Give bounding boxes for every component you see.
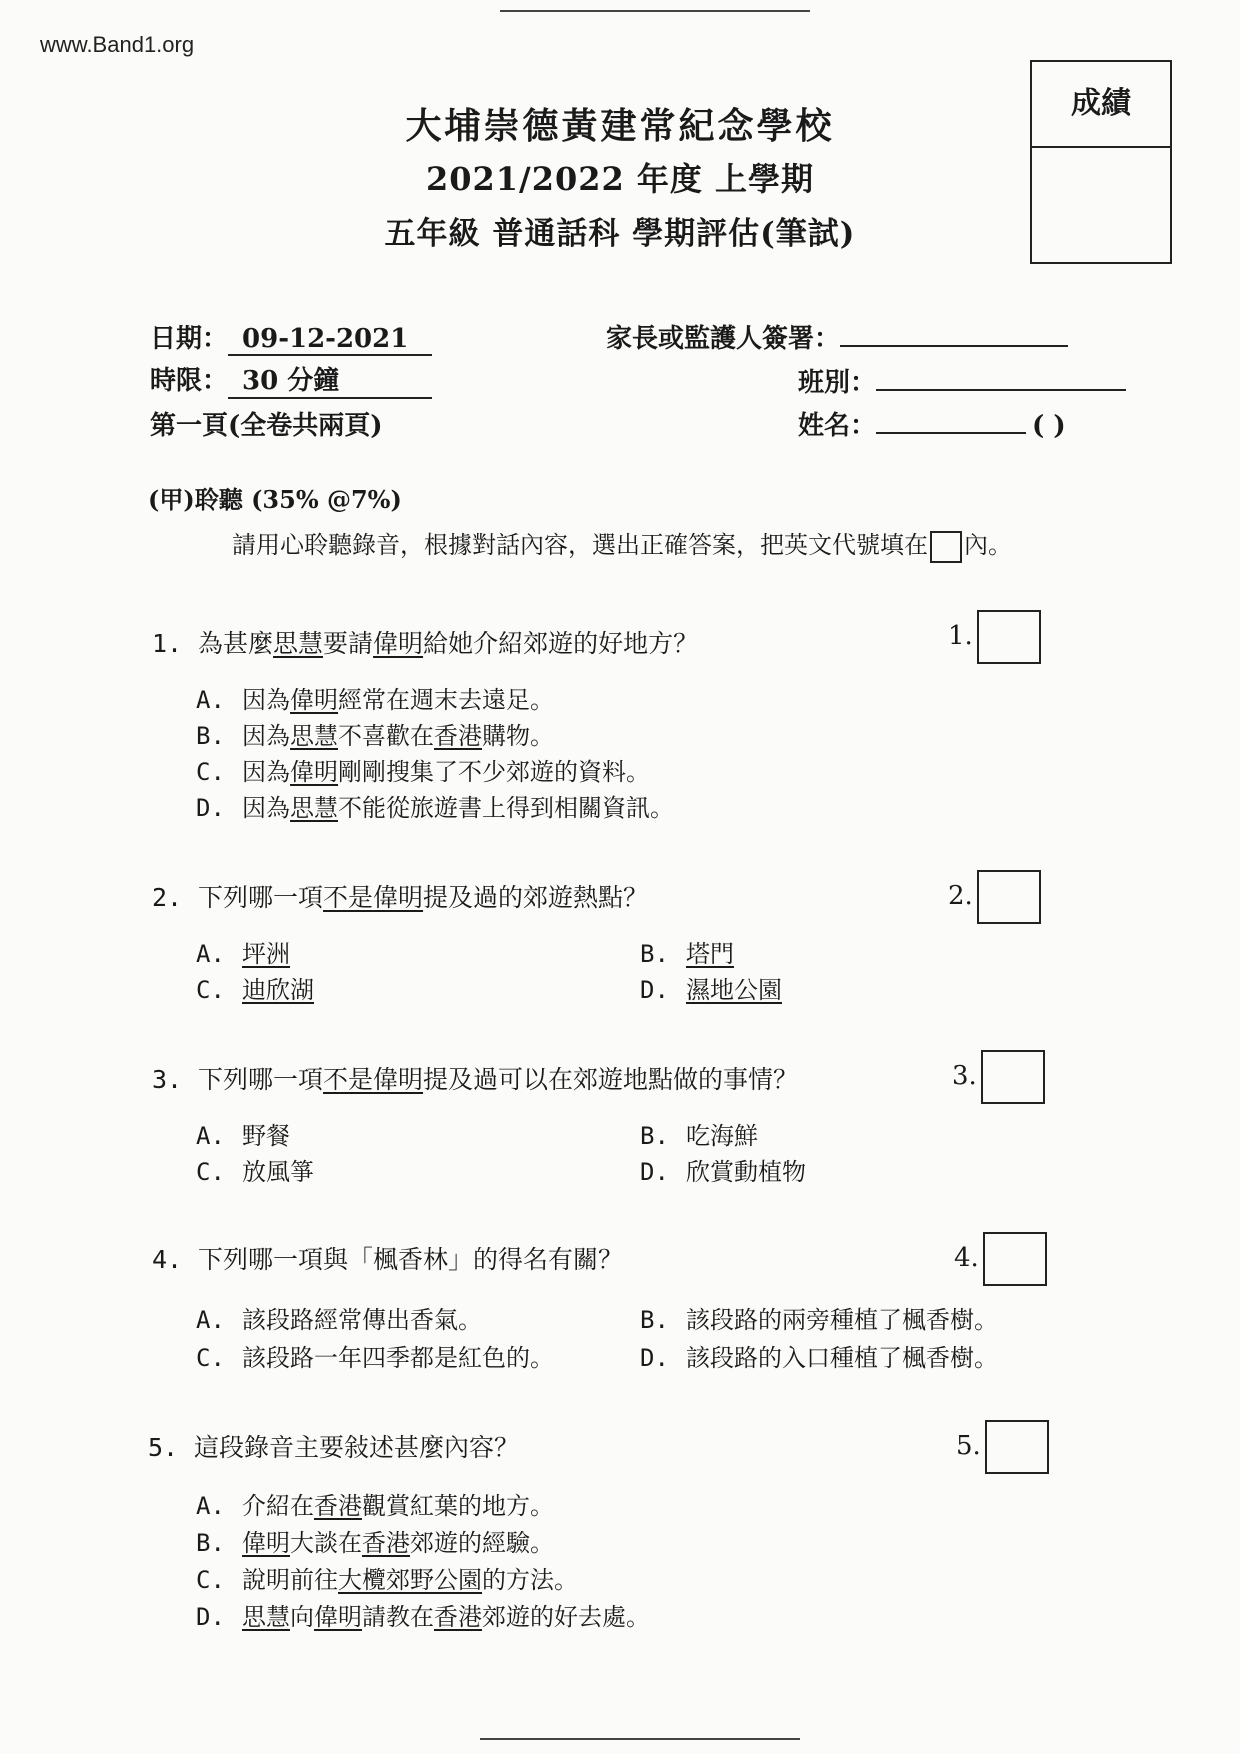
q-name: 偉明: [373, 1065, 424, 1094]
parent-sign-label: 家長或監護人簽署：: [606, 324, 841, 354]
parent-sign-row: [606, 318, 1068, 355]
scan-edge-bottom: [480, 1738, 800, 1740]
q3-option-a[interactable]: [196, 1116, 290, 1151]
section-title: (甲)聆聽 (35% @7%): [148, 485, 402, 514]
q4-option-a[interactable]: [196, 1300, 482, 1335]
opt-text: 該段路一年四季都是紅色的。: [242, 1344, 554, 1372]
opt-place: 坪洲: [242, 940, 290, 968]
q-text: 提及過可以在郊遊地點做的事情？: [423, 1065, 799, 1094]
option-letter: A.: [196, 1122, 225, 1150]
q-text: 要請: [323, 629, 374, 658]
answer-box[interactable]: [977, 870, 1041, 924]
option-letter: C.: [196, 1566, 225, 1594]
opt-text: 野餐: [242, 1122, 290, 1150]
q-text: 給她介紹郊遊的好地方？: [423, 629, 699, 658]
name-row: [798, 405, 1066, 442]
answer-label: 3.: [952, 1061, 977, 1091]
opt-text: 吃海鮮: [686, 1122, 758, 1150]
opt-text: 該段路經常傳出香氣。: [242, 1306, 482, 1334]
opt-place: 香港: [362, 1529, 410, 1557]
option-letter: C.: [196, 1344, 225, 1372]
opt-place: 大欖郊野公園: [338, 1566, 482, 1594]
q-name: 偉明: [373, 883, 424, 912]
opt-text: 因為: [242, 722, 290, 750]
opt-text: 郊遊的好去處。: [482, 1603, 650, 1631]
page-label: 第一頁(全卷共兩頁): [150, 411, 383, 441]
q-emphasis: 不是: [323, 883, 374, 912]
answer-slot-5: [956, 1420, 1049, 1474]
answer-slot-3: [952, 1050, 1045, 1104]
opt-place: 香港: [314, 1492, 362, 1520]
answer-label: 2.: [948, 881, 973, 911]
opt-text: 購物。: [482, 722, 554, 750]
opt-text: 不喜歡在: [338, 722, 434, 750]
option-letter: A.: [196, 1306, 225, 1334]
option-letter: C.: [196, 758, 225, 786]
class-row: [798, 362, 1126, 399]
question-number: 2.: [152, 883, 183, 912]
opt-text: 因為: [242, 686, 290, 714]
q2-option-b[interactable]: [640, 934, 734, 969]
option-letter: C.: [196, 976, 225, 1004]
parent-sign-field[interactable]: [840, 319, 1068, 347]
date-row: [150, 318, 432, 356]
question-number: 3.: [152, 1065, 183, 1094]
q1-option-d[interactable]: [196, 788, 674, 823]
opt-place: 濕地公園: [686, 976, 782, 1004]
opt-text: 郊遊的經驗。: [410, 1529, 554, 1557]
opt-text: 該段路的入口種植了楓香樹。: [686, 1344, 998, 1372]
answer-slot-4: [954, 1232, 1047, 1286]
q2-option-a[interactable]: [196, 934, 290, 969]
answer-box[interactable]: [985, 1420, 1049, 1474]
option-letter: B.: [196, 1529, 225, 1557]
class-field[interactable]: [876, 363, 1126, 391]
option-letter: A.: [196, 940, 225, 968]
opt-text: 請教在: [362, 1603, 434, 1631]
scan-edge-top: [500, 10, 810, 12]
question-4: [152, 1240, 623, 1276]
opt-text: 放風箏: [242, 1158, 314, 1186]
option-letter: A.: [196, 686, 225, 714]
opt-place: 迪欣湖: [242, 976, 314, 1004]
score-box: [1030, 60, 1172, 264]
opt-text: 因為: [242, 758, 290, 786]
opt-text: 說明前往: [242, 1566, 338, 1594]
opt-text: 向: [290, 1603, 314, 1631]
q3-option-c[interactable]: [196, 1152, 314, 1187]
q4-option-c[interactable]: [196, 1338, 554, 1373]
opt-text: 剛剛搜集了不少郊遊的資料。: [338, 758, 650, 786]
score-label: 成績: [1032, 62, 1170, 148]
q5-option-a[interactable]: [196, 1486, 554, 1521]
opt-name: 偉明: [242, 1529, 290, 1557]
option-letter: B.: [196, 722, 225, 750]
date-value: 09-12-2021: [228, 324, 432, 356]
instruction-end: 內。: [964, 531, 1012, 559]
opt-name: 偉明: [290, 686, 338, 714]
opt-text: 觀賞紅葉的地方。: [362, 1492, 554, 1520]
option-letter: D.: [196, 1603, 225, 1631]
school-name: 大埔崇德黃建常紀念學校: [405, 105, 835, 147]
answer-slot-1: [948, 610, 1041, 664]
opt-text: 的方法。: [482, 1566, 578, 1594]
answer-box[interactable]: [983, 1232, 1047, 1286]
answer-label: 5.: [956, 1431, 981, 1461]
opt-text: 不能從旅遊書上得到相關資訊。: [338, 794, 674, 822]
q-text: 提及過的郊遊熱點？: [423, 883, 649, 912]
q5-option-b[interactable]: [196, 1523, 554, 1558]
option-letter: D.: [640, 976, 669, 1004]
option-letter: D.: [196, 794, 225, 822]
option-letter: A.: [196, 1492, 225, 1520]
question-number: 1.: [152, 629, 183, 658]
option-letter: D.: [640, 1158, 669, 1186]
q2-option-d[interactable]: [640, 970, 782, 1005]
date-label: 日期：: [150, 324, 229, 354]
time-value: 30 分鐘: [228, 360, 432, 399]
answer-box-sample: [930, 531, 962, 563]
opt-text: 大談在: [290, 1529, 362, 1557]
question-number: 5.: [148, 1433, 179, 1462]
option-letter: B.: [640, 1122, 669, 1150]
q5-option-d[interactable]: [196, 1597, 650, 1632]
question-1: [152, 624, 698, 660]
option-letter: B.: [640, 940, 669, 968]
q1-option-c[interactable]: [196, 752, 650, 787]
name-field[interactable]: [876, 406, 1026, 434]
q-text: 為甚麼: [198, 629, 274, 658]
question-2: [152, 878, 648, 914]
question-5: [148, 1428, 519, 1464]
opt-text: 經常在週末去遠足。: [338, 686, 554, 714]
subject-line: 五年級 普通話科 學期評估(筆試): [384, 216, 856, 252]
question-3: [152, 1060, 798, 1096]
q-emphasis: 不是: [323, 1065, 374, 1094]
q2-option-c[interactable]: [196, 970, 314, 1005]
opt-place: 香港: [434, 722, 482, 750]
class-number-paren: ( ): [1032, 411, 1066, 441]
q-name: 偉明: [373, 629, 424, 658]
opt-name: 思慧: [242, 1603, 290, 1631]
answer-label: 1.: [948, 621, 973, 651]
q4-option-d[interactable]: [640, 1338, 998, 1373]
option-letter: C.: [196, 1158, 225, 1186]
q-text: 下列哪一項: [198, 883, 324, 912]
q-text: 下列哪一項與「楓香林」的得名有關？: [198, 1245, 624, 1274]
opt-text: 因為: [242, 794, 290, 822]
watermark: www.Band1.org: [40, 32, 195, 57]
q1-option-a[interactable]: [196, 680, 554, 715]
answer-label: 4.: [954, 1243, 979, 1273]
option-letter: B.: [640, 1306, 669, 1334]
opt-name: 思慧: [290, 722, 338, 750]
q3-option-d[interactable]: [640, 1152, 806, 1187]
opt-name: 偉明: [290, 758, 338, 786]
answer-box[interactable]: [977, 610, 1041, 664]
opt-place: 香港: [434, 1603, 482, 1631]
name-label: 姓名：: [798, 411, 877, 441]
answer-slot-2: [948, 870, 1041, 924]
instruction: [232, 525, 1012, 563]
q-text: 下列哪一項: [198, 1065, 324, 1094]
option-letter: D.: [640, 1344, 669, 1372]
opt-name: 偉明: [314, 1603, 362, 1631]
q4-option-b[interactable]: [640, 1300, 998, 1335]
answer-box[interactable]: [981, 1050, 1045, 1104]
q3-option-b[interactable]: [640, 1116, 758, 1151]
q-name: 思慧: [273, 629, 324, 658]
opt-place: 塔門: [686, 940, 734, 968]
opt-text: 介紹在: [242, 1492, 314, 1520]
question-number: 4.: [152, 1245, 183, 1274]
opt-text: 欣賞動植物: [686, 1158, 806, 1186]
academic-year-term: 2021/2022 年度 上學期: [425, 160, 815, 198]
q-text: 這段錄音主要敍述甚麼內容？: [194, 1433, 520, 1462]
time-row: [150, 360, 432, 399]
q5-option-c[interactable]: [196, 1560, 578, 1595]
class-label: 班別：: [798, 368, 877, 398]
time-label: 時限：: [150, 366, 229, 396]
opt-text: 該段路的兩旁種植了楓香樹。: [686, 1306, 998, 1334]
q1-option-b[interactable]: [196, 716, 554, 751]
instruction-text: 請用心聆聽錄音，根據對話內容，選出正確答案，把英文代號填在: [232, 531, 928, 559]
opt-name: 思慧: [290, 794, 338, 822]
